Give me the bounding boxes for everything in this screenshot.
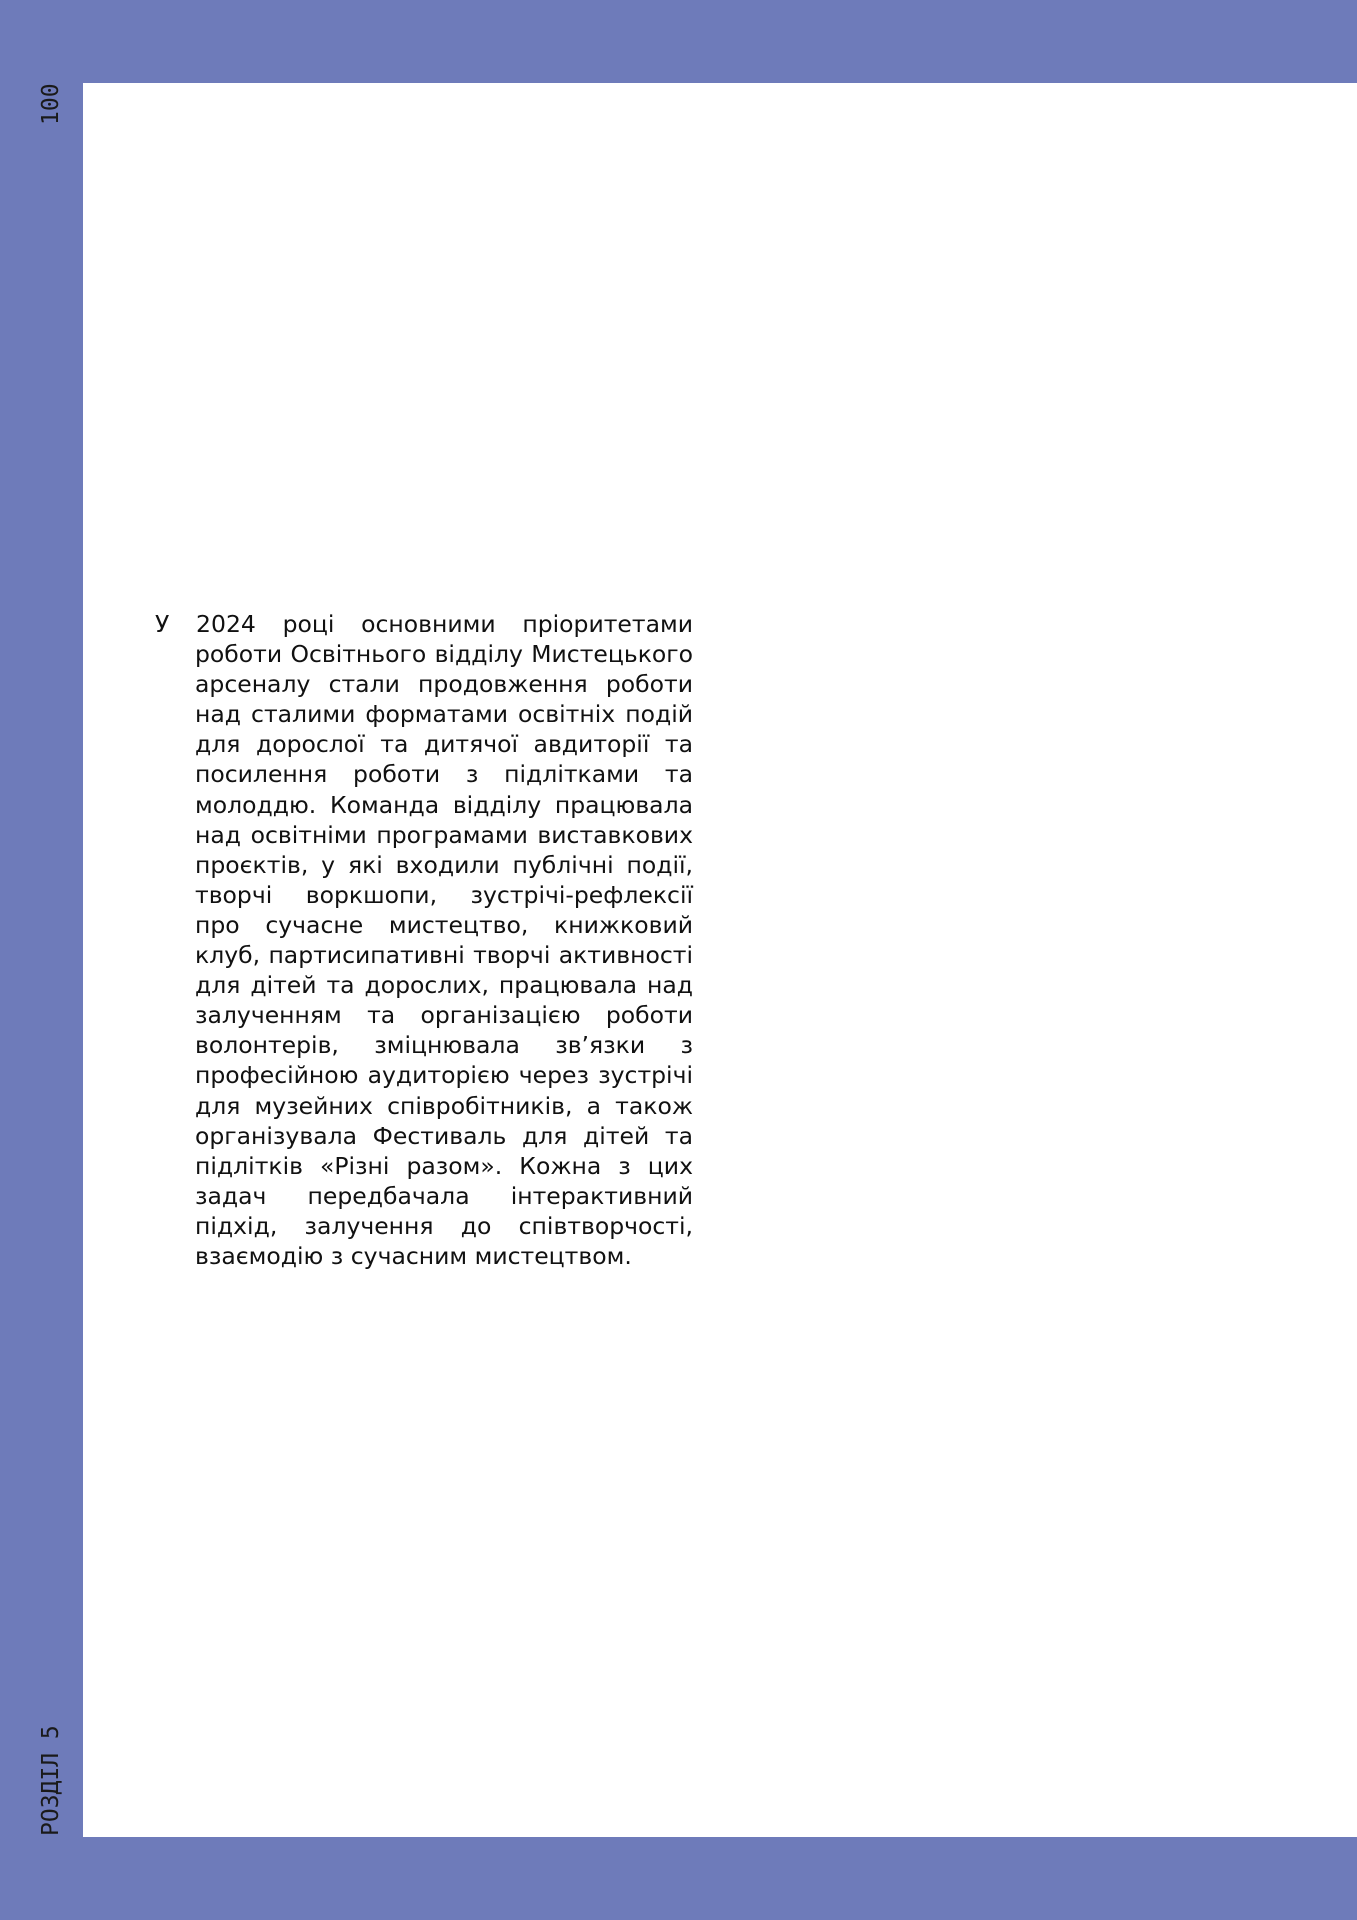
body-paragraph: У 2024 році основними пріоритетами роботи Освітнього відділу Мистецького арсеналу стали продовження роботи над сталими форматами освітніх подій для дорослої та дитячої авдиторії та посилення роботи з підлітками та молоддю. Команда відділу працювала над освітніми програмами виставкових проєктів, у які входили публічні події, творчі воркшопи, зустрічі-рефлексії про сучасне мистецтво, книжковий клуб, партисипативні творчі активності для дітей та дорослих, працювала над залученням та організацією роботи волонтерів, зміцнювала зв’язки з професійною аудиторією через зустрічі для музейних співробітників, а також організувала Фестиваль для дітей та підлітків «Різні разом». Кожна з цих задач передбачала інтерактивний підхід, залучення до співтворчості, взаємодію з сучасним мистецтвом. (155, 610, 693, 1270)
page-number: 100 (38, 83, 64, 125)
section-label: РОЗДІЛ 5 (38, 1725, 64, 1836)
